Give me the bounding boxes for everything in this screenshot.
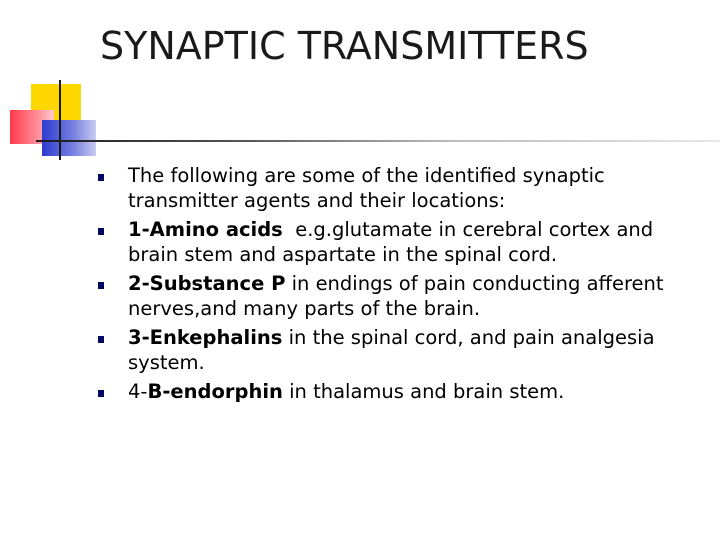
bullet-bold-term: B-endorphin: [147, 380, 283, 403]
accent-vertical-line: [59, 80, 61, 160]
bullet-item: [96, 218, 706, 267]
accent-blue-block: [42, 120, 96, 156]
square-bullet-icon: [98, 174, 104, 181]
bullet-text: The following are some of the identified synaptic transmitter agents and their locations:: [128, 164, 605, 212]
bullet-prefix: 4-: [128, 380, 148, 403]
bullet-text: e.g.glutamate in cerebral cortex and brain stem and aspartate in the spinal cord.: [128, 218, 660, 266]
bullet-text: in endings of pain conducting afferent nerves,and many parts of the brain.: [128, 272, 670, 320]
square-bullet-icon: [98, 282, 104, 289]
bullet-bold-term: 2-Substance P: [128, 272, 286, 295]
bullet-text: in the spinal cord, and pain analgesia system.: [128, 326, 661, 374]
bullet-bold-term: 3-Enkephalins: [128, 326, 283, 349]
bullet-text: in thalamus and brain stem.: [282, 380, 565, 403]
bullet-item: [96, 380, 706, 405]
square-bullet-icon: [98, 336, 104, 343]
bullet-item: [96, 164, 706, 213]
bullet-bold-term: 1-Amino acids: [128, 218, 283, 241]
slide-title: SYNAPTIC TRANSMITTERS: [100, 24, 589, 68]
title-underline: [36, 140, 720, 142]
square-bullet-icon: [98, 390, 104, 397]
bullet-item: [96, 326, 706, 375]
bullet-list: [96, 164, 706, 410]
bullet-item: [96, 272, 706, 321]
square-bullet-icon: [98, 228, 104, 235]
